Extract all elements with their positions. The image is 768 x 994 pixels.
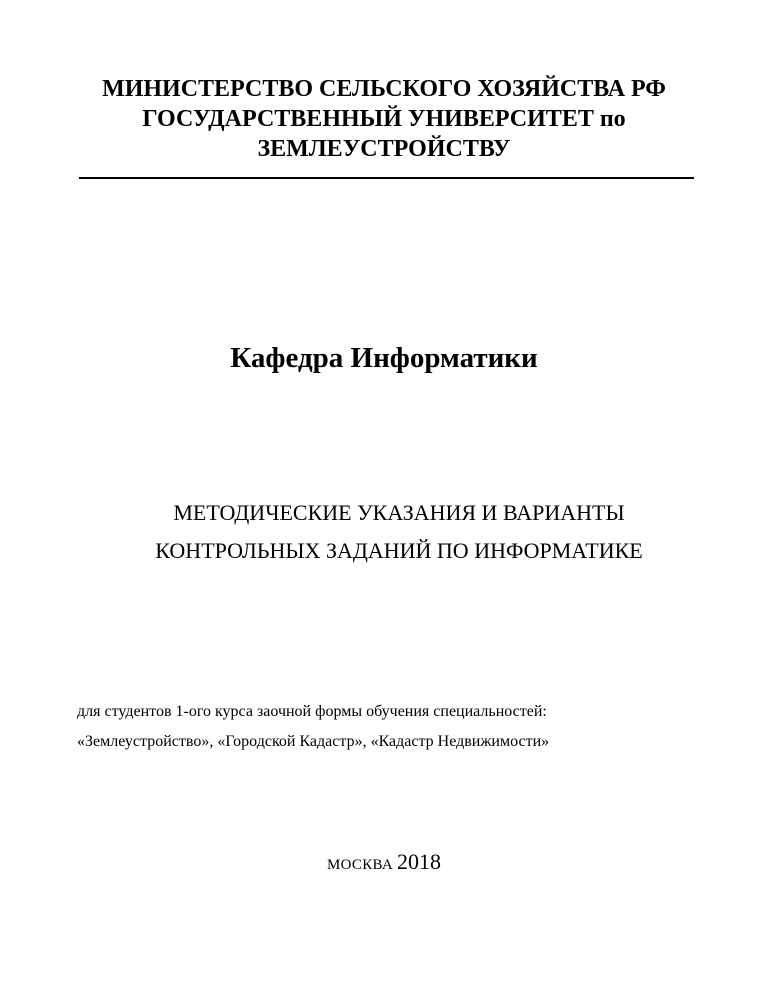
header-divider xyxy=(79,177,694,179)
audience-line-2: «Землеустройство», «Городской Кадастр», «Кадастр Недвижимости» xyxy=(77,733,550,750)
header-line-university: ГОСУДАРСТВЕННЫЙ УНИВЕРСИТЕТ по xyxy=(142,106,626,132)
header-line-land-management: ЗЕМЛЕУСТРОЙСТВУ xyxy=(257,136,511,162)
audience-line-1: для студентов 1-ого курса заочной формы обучения специальностей: xyxy=(77,703,547,720)
ministry-header xyxy=(0,74,768,164)
audience-note xyxy=(77,697,549,757)
department-title: Кафедра Информатики xyxy=(230,342,538,374)
footer-city: МОСКВА xyxy=(326,857,394,873)
footer-year: 2018 xyxy=(397,849,442,874)
document-title xyxy=(0,494,768,570)
document-title-line-2: КОНТРОЛЬНЫХ ЗАДАНИЙ ПО ИНФОРМАТИКЕ xyxy=(155,538,643,563)
document-title-line-1: МЕТОДИЧЕСКИЕ УКАЗАНИЯ И ВАРИАНТЫ xyxy=(173,500,625,525)
footer-place-year xyxy=(0,848,768,879)
header-line-ministry: МИНИСТЕРСТВО СЕЛЬСКОГО ХОЗЯЙСТВА РФ xyxy=(102,76,666,102)
